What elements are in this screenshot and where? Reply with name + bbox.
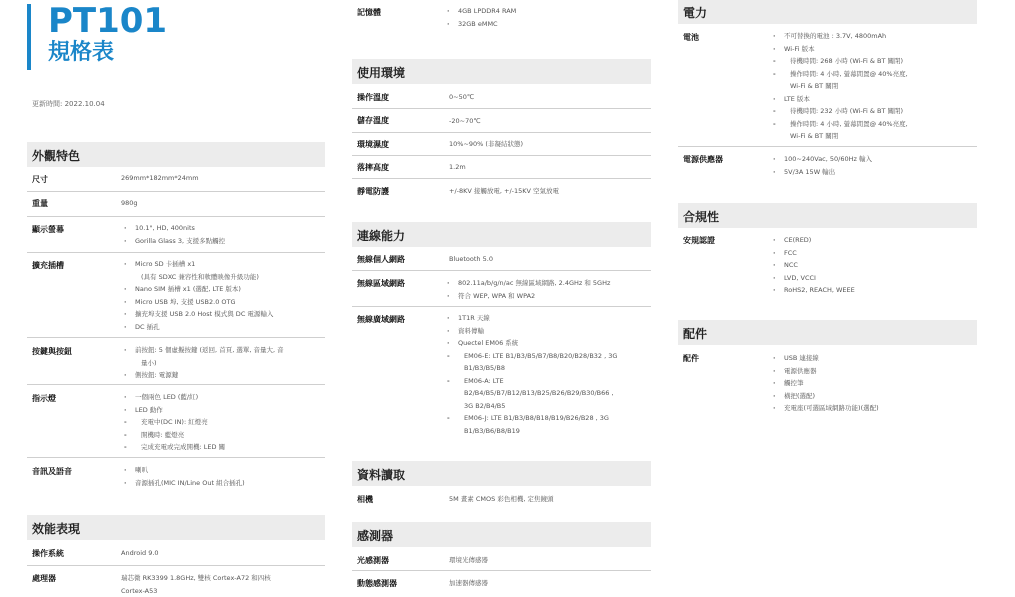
- label-camera: 相機: [357, 495, 373, 504]
- value-humidity: 10%~90% (非凝結狀態): [449, 140, 523, 148]
- divider: [352, 306, 651, 307]
- list-item: · 5V/3A 15W 輸出: [770, 166, 975, 179]
- label-size: 尺寸: [32, 175, 48, 184]
- list-item: · 1T1R 天線: [444, 312, 649, 325]
- list-item: · 100~240Vac, 50/60Hz 輸入: [770, 153, 975, 166]
- section-compliance: [678, 203, 977, 228]
- list-item: · RoHS2, REACH, WEEE: [770, 284, 975, 297]
- list-item: · 側按鈕: 電源鍵: [121, 369, 325, 382]
- list-item: - 充電中(DC IN): 紅燈亮: [121, 416, 325, 429]
- label-wpan: 無線個人網路: [357, 255, 405, 264]
- label-wlan: 無線區域網路: [357, 279, 405, 288]
- value-power-supply: [770, 153, 975, 178]
- list-item: B1/B3/B6/B8/B19: [464, 426, 520, 435]
- section-title: 資料讀取: [357, 468, 406, 482]
- list-item: · 符合 WEP, WPA 和 WPA2: [444, 290, 649, 303]
- divider: [27, 337, 325, 338]
- divider: [352, 178, 651, 179]
- section-title: 連線能力: [357, 229, 406, 243]
- value-slots: [121, 258, 325, 333]
- label-wwan: 無線廣域網路: [357, 315, 405, 324]
- value-size: 269mm*182mm*24mm: [121, 174, 199, 182]
- label-audio: 音訊及語音: [32, 467, 72, 476]
- cpu-line: Cortex-A53: [121, 586, 158, 595]
- list-item: Wi-Fi & BT 關閉: [790, 82, 839, 90]
- value-wwan: [444, 312, 649, 437]
- divider: [352, 570, 651, 571]
- list-item: · LED 動作: [121, 404, 325, 417]
- label-light-sensor: 光感測器: [357, 556, 389, 565]
- section-title: 效能表現: [32, 522, 81, 536]
- value-weight: 980g: [121, 199, 138, 207]
- list-item: · 32GB eMMC: [444, 18, 644, 31]
- divider: [352, 155, 651, 156]
- list-item: · FCC: [770, 247, 975, 260]
- section-data-capture: [352, 461, 651, 486]
- label-memory: 記憶體: [357, 8, 381, 17]
- list-item: 量小): [141, 358, 157, 367]
- list-item: - 待機時間: 268 小時 (Wi-Fi & BT 關閉): [770, 55, 975, 68]
- value-battery: [770, 30, 975, 143]
- list-item: 3G B2/B4/B5: [464, 401, 506, 410]
- label-accessories: 配件: [683, 354, 699, 363]
- divider: [352, 132, 651, 133]
- value-indicator: [121, 391, 325, 454]
- list-item: - 操作時間: 4 小時, 螢幕間置@ 40%亮度,: [770, 68, 975, 81]
- list-item: · DC 插孔: [121, 321, 325, 334]
- label-safety: 安規認證: [683, 236, 715, 245]
- divider: [352, 108, 651, 109]
- label-op-temp: 操作溫度: [357, 93, 389, 102]
- list-item: · 前按鈕: 5 個虛擬按鍵 (返回, 首頁, 選單, 音量大, 音: [121, 344, 325, 357]
- list-item: · 音源插孔(MIC IN/Line Out 組合插孔): [121, 477, 325, 490]
- list-item: · NCC: [770, 259, 975, 272]
- value-op-temp: 0~50℃: [449, 93, 475, 101]
- list-item: B1/B3/B5/B8: [464, 364, 505, 372]
- list-item: B2/B4/B5/B7/B12/B13/B25/B26/B29/B30/B66 ,: [464, 389, 614, 397]
- label-slots: 擴充插槽: [32, 261, 64, 270]
- section-performance: [27, 515, 325, 540]
- value-audio: [121, 464, 325, 489]
- section-environment: [352, 59, 651, 84]
- divider: [678, 146, 977, 147]
- value-safety: [770, 234, 975, 297]
- list-item: · Micro SD 卡插槽 x1: [121, 258, 325, 271]
- section-title: 合規性: [683, 210, 720, 224]
- section-power: [678, 0, 977, 24]
- list-item: · 10.1", HD, 400nits: [121, 222, 321, 235]
- list-item: - 完成充電或完成開機: LED 關: [121, 441, 325, 454]
- section-sensors: [352, 522, 651, 547]
- section-title: 感測器: [357, 529, 394, 543]
- value-wpan: Bluetooth 5.0: [449, 255, 493, 263]
- section-title: 使用環境: [357, 66, 406, 80]
- list-item: - EM06-E: LTE B1/B3/B5/B7/B8/B20/B28/B32 , 3G: [444, 350, 649, 363]
- section-title: 外觀特色: [32, 149, 81, 163]
- divider: [27, 252, 325, 253]
- list-item: · Wi-Fi 版本: [770, 43, 975, 56]
- list-item: · 喇叭: [121, 464, 325, 477]
- divider: [27, 384, 325, 385]
- value-cpu: [121, 572, 321, 597]
- list-item: · 充電座(可選區域網路功能)(選配): [770, 402, 975, 415]
- list-item: · LVD, VCCI: [770, 272, 975, 285]
- label-indicator: 指示燈: [32, 394, 56, 403]
- list-item: - 開機時: 藍燈亮: [121, 429, 325, 442]
- list-item: - 待機時間: 232 小時 (Wi-Fi & BT 關閉): [770, 105, 975, 118]
- section-title: 電力: [683, 6, 708, 20]
- list-item: · 資料傳輸: [444, 325, 649, 338]
- list-item: · Gorilla Glass 3, 支援多點觸控: [121, 235, 321, 248]
- model-title: PT101: [48, 1, 168, 41]
- list-item: · 擴充埠支援 USB 2.0 Host 模式與 DC 電源輸入: [121, 308, 325, 321]
- label-display: 顯示螢幕: [32, 225, 64, 234]
- value-os: Android 9.0: [121, 549, 159, 557]
- label-storage-temp: 儲存溫度: [357, 116, 389, 125]
- value-buttons: [121, 344, 325, 382]
- list-item: · Nano SIM 插槽 x1 (選配, LTE 版本): [121, 283, 325, 296]
- list-item: · Micro USB 埠, 支援 USB2.0 OTG: [121, 296, 325, 309]
- value-motion-sensor: 加速器傳感器: [449, 579, 488, 587]
- divider: [27, 457, 325, 458]
- value-esd: +/-8KV 接觸放電, +/-15KV 空氣放電: [449, 187, 560, 195]
- list-item: - EM06-A: LTE: [444, 375, 649, 388]
- label-buttons: 按鍵與按鈕: [32, 347, 72, 356]
- label-motion-sensor: 動態感測器: [357, 579, 397, 588]
- list-item: Wi-Fi & BT 關閉: [790, 132, 839, 140]
- divider: [27, 191, 325, 192]
- section-accessories: [678, 320, 977, 345]
- accent-bar: [27, 4, 31, 70]
- list-item: · 一個兩色 LED (藍/紅): [121, 391, 325, 404]
- value-wlan: [444, 277, 649, 302]
- list-item: (具有 SDXC 兼容性和軟體映像升級功能): [141, 272, 259, 281]
- label-humidity: 環境濕度: [357, 140, 389, 149]
- list-item: - EM06-J: LTE B1/B3/B8/B18/B19/B26/B28 , 3G: [444, 412, 649, 425]
- list-item: - 操作時間: 4 小時, 螢幕間置@ 40%亮度,: [770, 118, 975, 131]
- section-connectivity: [352, 222, 651, 247]
- list-item: · Quectel EM06 系統: [444, 337, 649, 350]
- value-memory: [444, 5, 644, 30]
- spec-subtitle: 規格表: [48, 40, 115, 65]
- list-item: · 橫把(選配): [770, 390, 975, 403]
- list-item: · 觸控筆: [770, 377, 975, 390]
- list-item: · 電源供應器: [770, 365, 975, 378]
- label-os: 操作系統: [32, 549, 64, 558]
- list-item: · CE(RED): [770, 234, 975, 247]
- list-item: · 802.11a/b/g/n/ac 無線區域網路, 2.4GHz 和 5GHz: [444, 277, 649, 290]
- section-title: 配件: [683, 327, 708, 341]
- value-accessories: [770, 352, 975, 415]
- label-power-supply: 電源供應器: [683, 155, 723, 164]
- label-drop: 落摔高度: [357, 163, 389, 172]
- divider: [27, 565, 325, 566]
- value-camera: 5M 畫素 CMOS 彩色相機, 定焦鏡頭: [449, 495, 554, 503]
- section-appearance: [27, 142, 325, 167]
- cpu-line: 瑞芯微 RK3399 1.8GHz, 雙核 Cortex-A72 和四核: [121, 574, 271, 582]
- value-storage-temp: -20~70℃: [449, 117, 481, 125]
- label-esd: 靜電防護: [357, 187, 389, 196]
- label-battery: 電池: [683, 33, 699, 42]
- divider: [27, 216, 325, 217]
- value-light-sensor: 環境光傳感器: [449, 556, 488, 564]
- label-cpu: 處理器: [32, 574, 56, 583]
- list-item: · 4GB LPDDR4 RAM: [444, 5, 644, 18]
- list-item: · USB 連接線: [770, 352, 975, 365]
- divider: [352, 270, 651, 271]
- value-drop: 1.2m: [449, 163, 466, 171]
- list-item: · LTE 版本: [770, 93, 975, 106]
- list-item: · 不可替換的電池 : 3.7V, 4800mAh: [770, 30, 975, 43]
- value-display: [121, 222, 321, 247]
- update-date: 更新時間: 2022.10.04: [32, 100, 105, 108]
- label-weight: 重量: [32, 199, 48, 208]
